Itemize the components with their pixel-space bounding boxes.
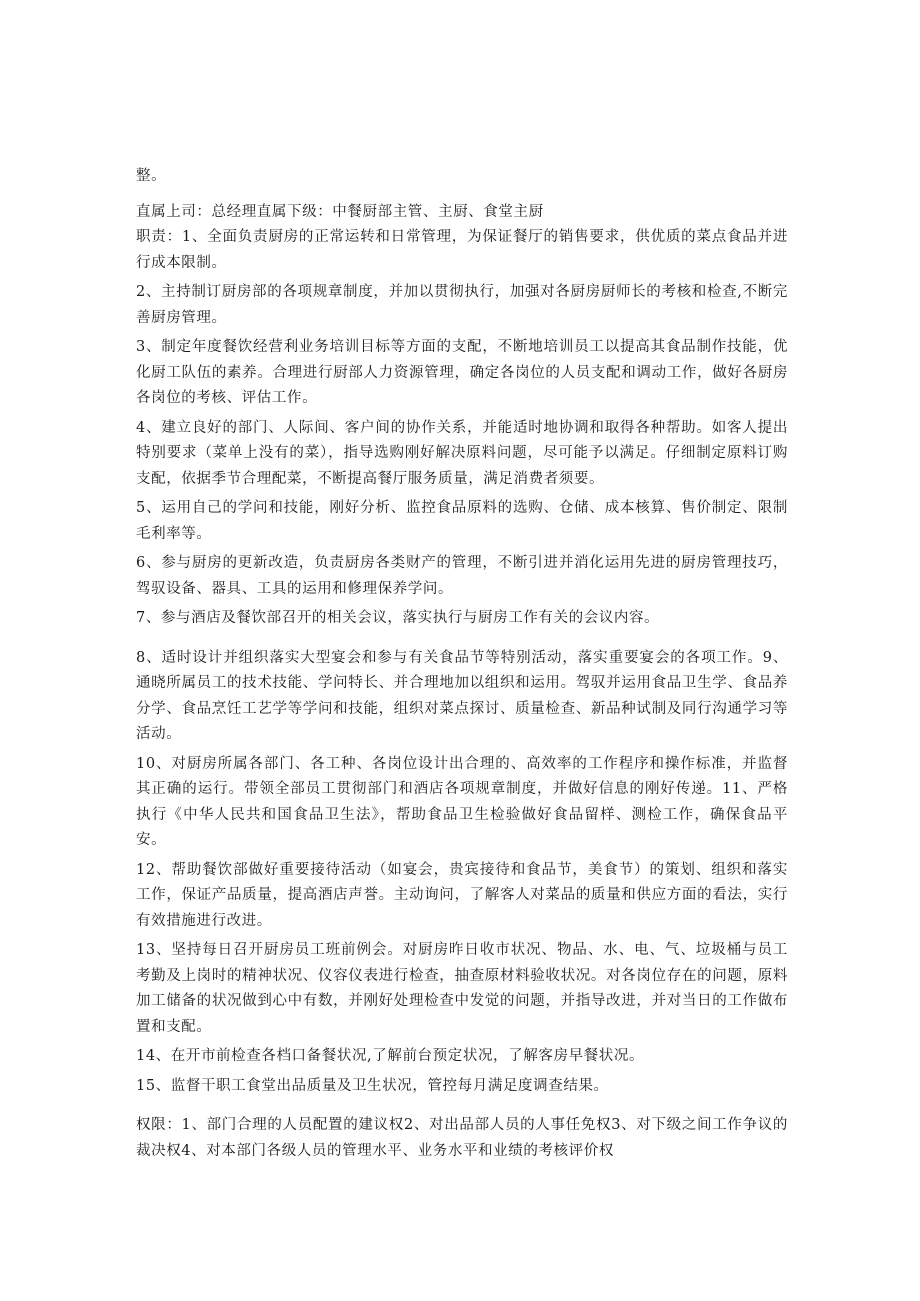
paragraph-duty-7: 7、参与酒店及餐饮部召开的相关会议，落实执行与厨房工作有关的会议内容。 <box>136 610 660 626</box>
paragraph-duty-5: 5、运用自己的学问和技能，刚好分析、监控食品原料的选购、仓储、成本核算、售价制定、限制毛利率等。 <box>136 500 788 542</box>
paragraph-duty-14: 14、在开市前检查各档口备餐状况,了解前台预定状况，了解客房早餐状况。 <box>136 1048 645 1064</box>
paragraph-reporting-line: 直属上司：总经理直属下级：中餐厨部主管、主厨、食堂主厨 <box>136 203 544 220</box>
paragraph-duty-6: 6、参与厨房的更新改造，负责厨房各类财产的管理，不断引进并消化运用先进的厨房管理技巧，驾驭设备、器具、工具的运用和修理保养学问。 <box>136 555 788 597</box>
paragraph-duty-15: 15、监督干职工食堂出品质量及卫生状况，管控每月满足度调查结果。 <box>136 1077 609 1094</box>
paragraph-duty-3: 3、制定年度餐饮经营利业务培训目标等方面的支配，不断地培训员工以提高其食品制作技能，优化厨工队伍的素养。合理进行厨部人力资源管理，确定各岗位的人员支配和调动工作，做好各厨房各岗位的考核、评估工作。 <box>136 339 788 406</box>
paragraph-intro-fragment: 整。 <box>136 168 167 184</box>
paragraph-authority: 权限：1、部门合理的人员配置的建议权2、对出品部人员的人事任免权3、对下级之间工作争议的裁决权4、对本部门各级人员的管理水平、业务水平和业绩的考核评价权 <box>136 1117 788 1159</box>
paragraph-duty-1: 职责：1、全面负责厨房的正常运转和日常管理，为保证餐厅的销售要求，供优质的菜点食品并进行成本限制。 <box>136 229 788 271</box>
paragraph-duty-13: 13、坚持每日召开厨房员工班前例会。对厨房昨日收市状况、物品、水、电、气、垃圾桶与员工考勤及上岗时的精神状况、仪容仪表进行检查，抽查原材料验收状况。对各岗位存在的问题，原料加工储备的状况做到心中有数，并刚好处理检查中发觉的问题，并指导改进，并对当日的工作做布置和支配。 <box>136 942 788 1035</box>
paragraph-duty-12: 12、帮助餐饮部做好重要接待活动（如宴会，贵宾接待和食品节，美食节）的策划、组织和落实工作，保证产品质量，提高酒店声誉。主动询问，了解客人对菜品的质量和供应方面的看法，实行有效措施进行改进。 <box>136 861 788 929</box>
document-body <box>136 164 788 1164</box>
paragraph-duty-2: 2、主持制订厨房部的各项规章制度，并加以贯彻执行，加强对各厨房厨师长的考核和检查,不断完善厨房管理。 <box>136 284 788 326</box>
paragraph-duty-8-9: 8、适时设计并组织落实大型宴会和参与有关食品节等特别活动，落实重要宴会的各项工作。9、通晓所属员工的技术技能、学问特长、并合理地加以组织和运用。驾驭并运用食品卫生学、食品养分学、食品烹饪工艺学等学问和技能，组织对菜点探讨、质量检查、新品种试制及同行沟通学习等活动。 <box>136 649 788 742</box>
paragraph-duty-4: 4、建立良好的部门、人际间、客户间的协作关系，并能适时地协调和取得各种帮助。如客人提出特别要求（菜单上没有的菜），指导选购刚好解决原料问题，尽可能予以满足。仔细制定原料订购支配，依据季节合理配菜，不断提高餐厅服务质量，满足消费者须要。 <box>136 419 788 487</box>
paragraph-duty-10-11: 10、对厨房所属各部门、各工种、各岗位设计出合理的、高效率的工作程序和操作标准，并监督其正确的运行。带领全部员工贯彻部门和酒店各项规章制度，并做好信息的刚好传递。11、严格执行《中华人民共和国食品卫生法》，帮助食品卫生检验做好食品留样、测检工作，确保食品平安。 <box>136 755 788 848</box>
